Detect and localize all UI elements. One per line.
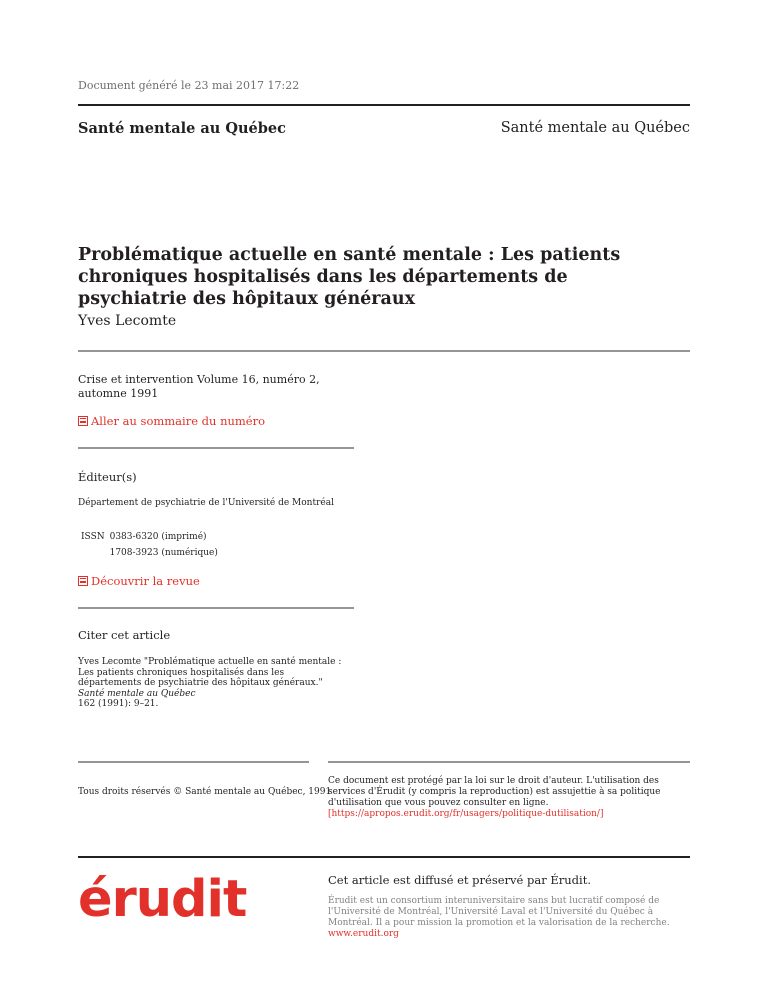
citation-journal: Santé mentale au Québec: [78, 688, 196, 699]
issn-digital: 1708-3923 (numérique): [109, 548, 218, 558]
issue-info: Crise et intervention Volume 16, numéro 2, automne 1991: [78, 373, 320, 400]
erudit-about-text: Érudit est un consortium interuniversitaire sans but lucratif composé de l'Université de Montréal, l'Université Laval et l'Université du Québec à Montréal. Il a pour mission la promotion et la valorisation de la recherche.: [328, 896, 670, 928]
usage-notice: [328, 776, 688, 820]
generated-date: Document généré le 23 mai 2017 17:22: [78, 79, 300, 92]
erudit-logo: érudit: [78, 870, 247, 929]
erudit-diffusion: Cet article est diffusé et préservé par Érudit.: [328, 873, 591, 887]
citation-text: [78, 657, 348, 710]
article-author: Yves Lecomte: [78, 313, 177, 329]
usage-policy-link[interactable]: [https://apropos.erudit.org/fr/usagers/politique-dutilisation/]: [328, 809, 604, 819]
erudit-website-link[interactable]: www.erudit.org: [328, 929, 399, 939]
rights-divider-right: [328, 761, 690, 763]
publisher-name: Département de psychiatrie de l'Université de Montréal: [78, 498, 334, 508]
section-divider: [78, 607, 354, 609]
footer-divider: [78, 856, 690, 858]
rights-divider-left: [78, 761, 309, 763]
citation-heading: Citer cet article: [78, 628, 171, 642]
issue-toc-link[interactable]: [78, 414, 265, 428]
journal-icon: [78, 576, 88, 586]
journal-name-right: Santé mentale au Québec: [500, 120, 690, 136]
issue-toc-link-label[interactable]: Aller au sommaire du numéro: [91, 414, 266, 428]
journal-name: Santé mentale au Québec: [78, 120, 286, 137]
toc-icon: [78, 416, 88, 426]
copyright-notice: Tous droits réservés © Santé mentale au Québec, 1991: [78, 787, 332, 797]
publisher-heading: Éditeur(s): [78, 470, 137, 484]
issn-label: ISSN: [81, 532, 105, 542]
section-divider: [78, 447, 354, 449]
issn-block: [81, 529, 218, 561]
journal-link[interactable]: [78, 574, 200, 588]
top-divider: [78, 104, 690, 106]
citation-ref: 162 (1991): 9–21.: [78, 699, 159, 709]
issn-print: 0383-6320 (imprimé): [109, 532, 207, 542]
article-title: Problématique actuelle en santé mentale : Les patients chroniques hospitalisés dans les départements de psychiatrie des hôpitaux généraux: [78, 245, 621, 309]
usage-notice-text: Ce document est protégé par la loi sur le droit d'auteur. L'utilisation des services d'Érudit (y compris la reproduction) est assujettie à sa politique d'utilisation que vous pouvez consulter en ligne.: [328, 776, 661, 808]
title-divider: [78, 350, 690, 352]
journal-link-label[interactable]: Découvrir la revue: [91, 574, 200, 588]
citation-body: Yves Lecomte "Problématique actuelle en santé mentale : Les patients chroniques hospitalisés dans les départements de psychiatrie des hôpitaux généraux.": [78, 657, 342, 688]
erudit-about: [328, 896, 690, 940]
